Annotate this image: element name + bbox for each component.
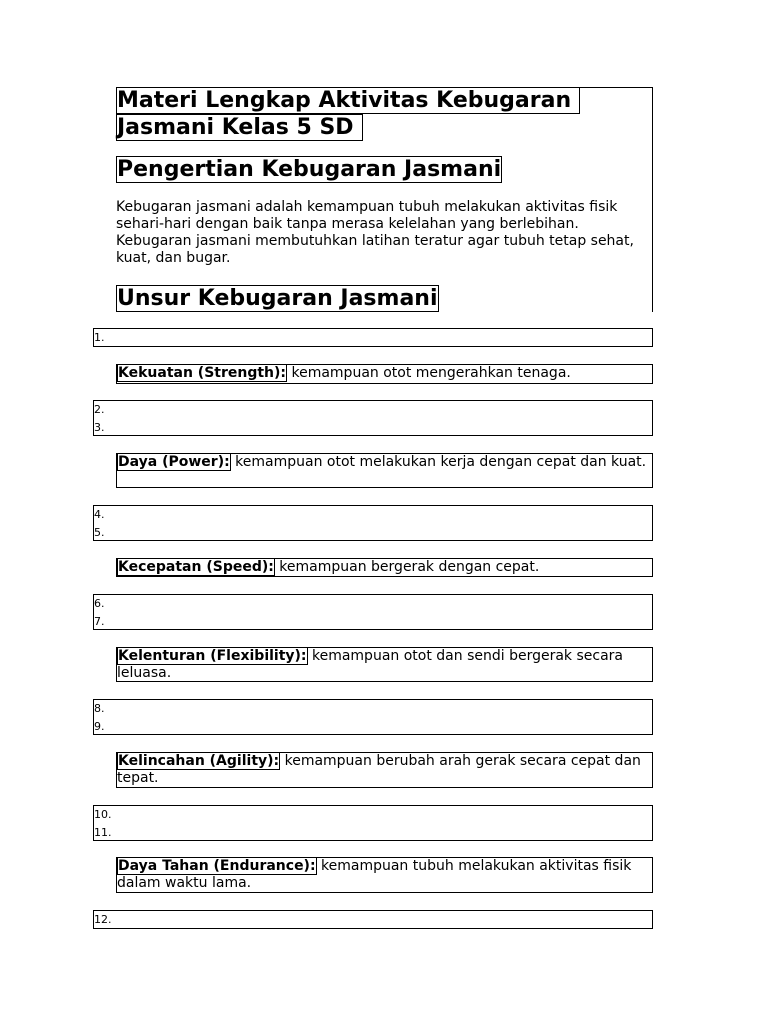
definition-text: kemampuan bergerak dengan cepat. xyxy=(274,559,540,575)
definition-item xyxy=(116,453,653,488)
list-number: 11. xyxy=(94,826,112,839)
list-number: 1. xyxy=(94,331,105,344)
definition-item xyxy=(116,647,653,682)
definition-item xyxy=(116,857,653,893)
list-number-group xyxy=(93,328,653,347)
list-number: 8. xyxy=(94,702,105,715)
title-line-1: Materi Lengkap Aktivitas Kebugaran xyxy=(116,87,580,114)
definition-term: Daya Tahan (Endurance): xyxy=(118,858,316,874)
title-line-2: Jasmani Kelas 5 SD xyxy=(116,114,363,141)
definition-item xyxy=(116,364,653,384)
list-number: 7. xyxy=(94,615,105,628)
list-number: 5. xyxy=(94,526,105,539)
list-number-group xyxy=(93,594,653,630)
list-number: 6. xyxy=(94,597,105,610)
list-number: 9. xyxy=(94,720,105,733)
definition-term: Kecepatan (Speed): xyxy=(118,559,274,575)
list-number-group xyxy=(93,505,653,541)
definition-text: kemampuan otot dan sendi bergerak secara leluasa. xyxy=(117,648,623,681)
definition-text: kemampuan otot melakukan kerja dengan cepat dan kuat. xyxy=(230,454,647,470)
list-number: 12. xyxy=(94,913,112,926)
list-number: 4. xyxy=(94,508,105,521)
definition-term: Kekuatan (Strength): xyxy=(118,365,287,381)
section-heading-pengertian: Pengertian Kebugaran Jasmani xyxy=(117,157,502,182)
list-number-group xyxy=(93,400,653,436)
list-number: 10. xyxy=(94,808,112,821)
definition-text: kemampuan berubah arah gerak secara cepat dan tepat. xyxy=(117,753,641,786)
list-number-group xyxy=(93,910,653,929)
definition-term: Kelenturan (Flexibility): xyxy=(118,648,307,664)
list-number: 3. xyxy=(94,421,105,434)
definition-item xyxy=(116,558,653,577)
list-number: 2. xyxy=(94,403,105,416)
list-number-group xyxy=(93,699,653,735)
section-heading-unsur: Unsur Kebugaran Jasmani xyxy=(117,286,438,311)
definition-item xyxy=(116,752,653,788)
definition-text: kemampuan otot mengerahkan tenaga. xyxy=(287,365,571,381)
section-paragraph-pengertian: Kebugaran jasmani adalah kemampuan tubuh melakukan aktivitas fisik sehari-hari dengan baik tanpa merasa kelelahan yang berlebihan. Kebugaran jasmani membutuhkan latihan teratur agar tubuh tetap sehat, kuat, dan bugar. xyxy=(116,199,634,266)
list-number-group xyxy=(93,805,653,841)
definition-term: Kelincahan (Agility): xyxy=(118,753,280,769)
page-title xyxy=(116,87,616,141)
definition-text: kemampuan tubuh melakukan aktivitas fisik dalam waktu lama. xyxy=(117,858,632,891)
definition-term: Daya (Power): xyxy=(118,454,230,470)
